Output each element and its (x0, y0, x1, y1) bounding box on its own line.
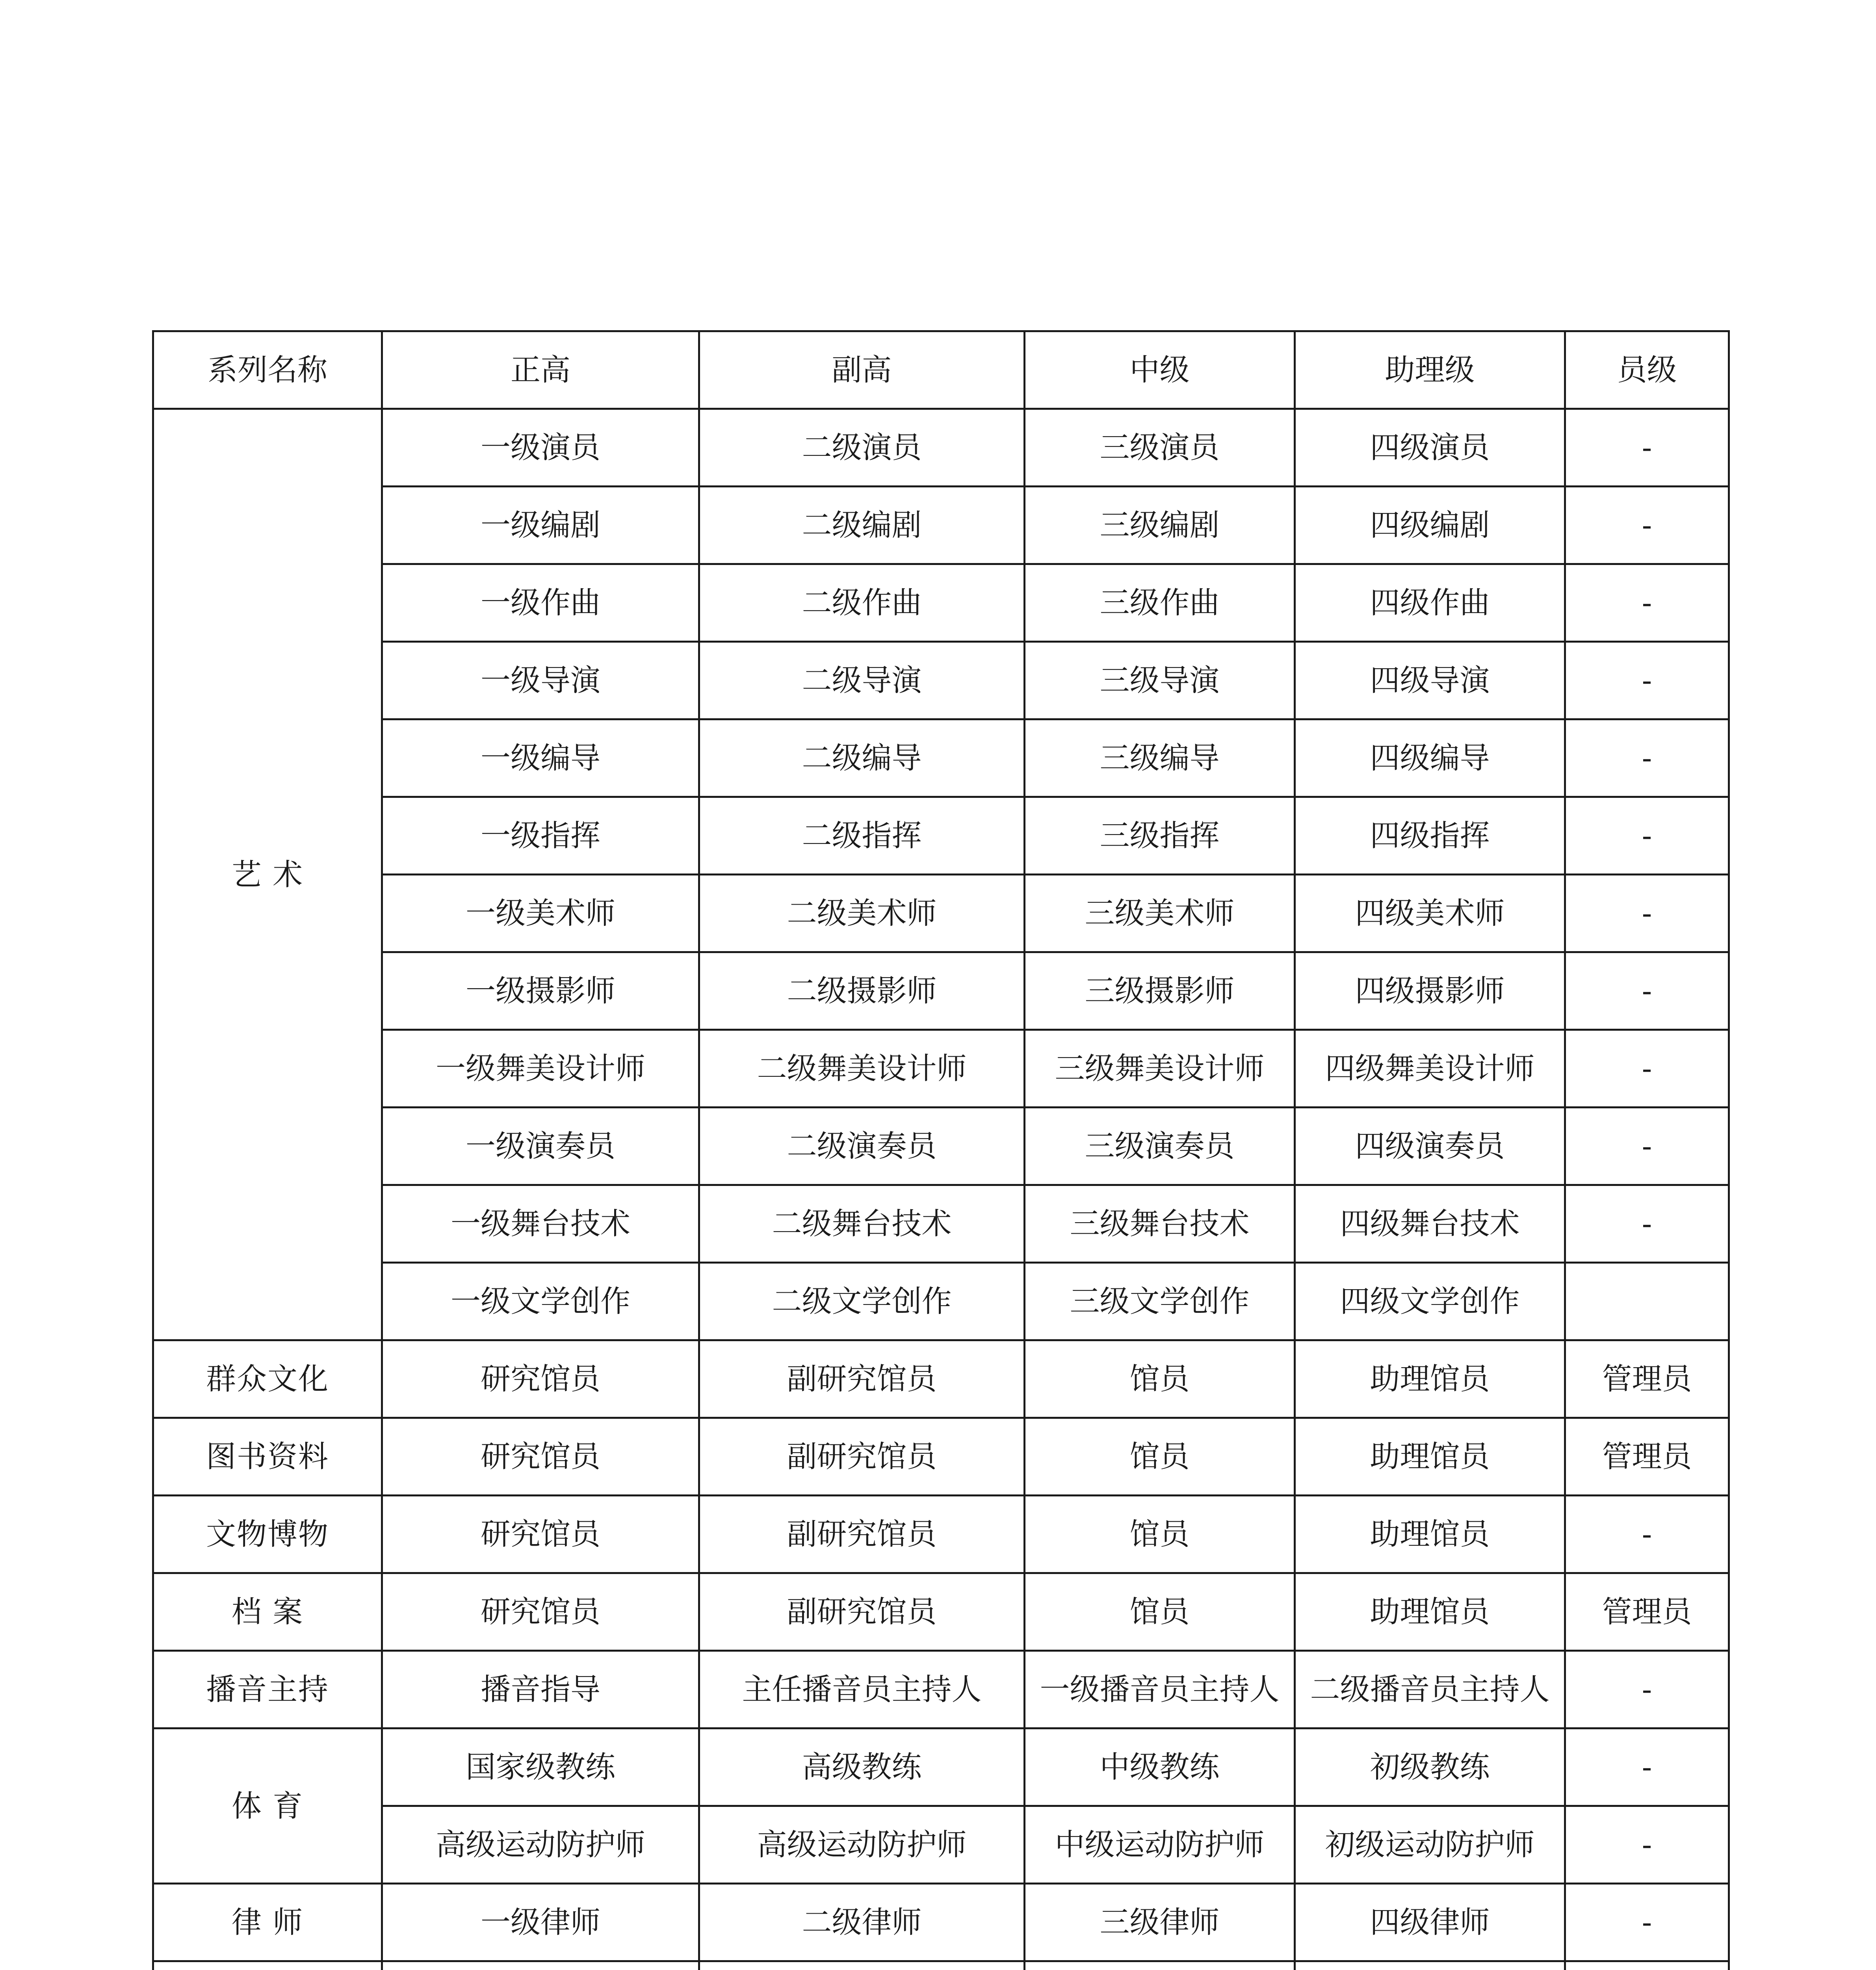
table-cell: 四级律师 (1295, 1884, 1565, 1961)
table-cell: 二级编导 (699, 719, 1025, 797)
table-cell: - (1565, 1496, 1729, 1573)
table-row (153, 1108, 1729, 1185)
series-name-cell: 文物博物 (153, 1496, 382, 1573)
table-cell: 一级文学创作 (382, 1263, 699, 1340)
table-row (153, 1806, 1729, 1884)
table-cell: 一级编剧 (382, 487, 699, 564)
table-row (153, 1496, 1729, 1573)
table-cell: 四级演奏员 (1295, 1108, 1565, 1185)
table-cell: - (1565, 875, 1729, 952)
table-row (153, 1263, 1729, 1340)
table-row (153, 1651, 1729, 1728)
column-header-senior-associate: 副高 (699, 331, 1025, 409)
table-row (153, 487, 1729, 564)
table-cell: 三级律师 (1025, 1884, 1295, 1961)
column-header-intermediate: 中级 (1025, 331, 1295, 409)
table-cell: - (1565, 952, 1729, 1030)
table-cell: 研究馆员 (382, 1573, 699, 1651)
table-cell: 三级作曲 (1025, 564, 1295, 642)
table-cell: 三级舞美设计师 (1025, 1030, 1295, 1108)
table-row (153, 875, 1729, 952)
series-name-cell: 群众文化 (153, 1340, 382, 1418)
table-cell: 二级指挥 (699, 797, 1025, 875)
table-cell (1565, 1961, 1729, 1970)
table-cell: 二级演员 (699, 409, 1025, 487)
column-header-assistant: 助理级 (1295, 331, 1565, 409)
table-cell: - (1565, 1185, 1729, 1263)
table-cell: - (1565, 642, 1729, 719)
table-cell: 研究馆员 (382, 1340, 699, 1418)
table-cell: 副研究馆员 (699, 1418, 1025, 1496)
table-cell (382, 1961, 699, 1970)
table-cell: 一级指挥 (382, 797, 699, 875)
table-cell: 国家级教练 (382, 1728, 699, 1806)
table-cell: 一级作曲 (382, 564, 699, 642)
table-cell: 四级舞台技术 (1295, 1185, 1565, 1263)
table-row (153, 952, 1729, 1030)
table-row (153, 642, 1729, 719)
table-cell: 中级教练 (1025, 1728, 1295, 1806)
table-cell: 四级导演 (1295, 642, 1565, 719)
table-cell: 助理馆员 (1295, 1573, 1565, 1651)
table-cell: 二级演奏员 (699, 1108, 1025, 1185)
table-cell: 二级美术师 (699, 875, 1025, 952)
table-cell: - (1565, 797, 1729, 875)
table-cell: 二级律师 (699, 1884, 1025, 1961)
table-cell: 二级作曲 (699, 564, 1025, 642)
table-cell: 馆员 (1025, 1340, 1295, 1418)
table-cell: 馆员 (1025, 1573, 1295, 1651)
table-cell: - (1565, 564, 1729, 642)
table-cell: 副研究馆员 (699, 1340, 1025, 1418)
table-cell: 三级舞台技术 (1025, 1185, 1295, 1263)
table-cell: - (1565, 409, 1729, 487)
table-cell: 研究馆员 (382, 1418, 699, 1496)
table-cell: 二级文学创作 (699, 1263, 1025, 1340)
table-cell: 三级文学创作 (1025, 1263, 1295, 1340)
table-row (153, 1185, 1729, 1263)
table-cell: 管理员 (1565, 1573, 1729, 1651)
table-cell: 二级导演 (699, 642, 1025, 719)
table-cell (1025, 1961, 1295, 1970)
table-cell: 主任播音员主持人 (699, 1651, 1025, 1728)
table-cell: - (1565, 1030, 1729, 1108)
table-cell: 二级编剧 (699, 487, 1025, 564)
table-cell: - (1565, 1884, 1729, 1961)
table-cell: 管理员 (1565, 1340, 1729, 1418)
table-cell (1565, 1263, 1729, 1340)
table-cell: 四级指挥 (1295, 797, 1565, 875)
table-cell: - (1565, 1728, 1729, 1806)
table-cell: 一级编导 (382, 719, 699, 797)
table-cell: 一级播音员主持人 (1025, 1651, 1295, 1728)
table-cell: - (1565, 1108, 1729, 1185)
table-cell: 一级律师 (382, 1884, 699, 1961)
table-row (153, 1961, 1729, 1970)
table-cell: 四级摄影师 (1295, 952, 1565, 1030)
table-cell: 二级舞台技术 (699, 1185, 1025, 1263)
table-cell: 初级教练 (1295, 1728, 1565, 1806)
table-cell: 三级编导 (1025, 719, 1295, 797)
table-cell: 中级运动防护师 (1025, 1806, 1295, 1884)
table-row (153, 564, 1729, 642)
table-cell: 三级美术师 (1025, 875, 1295, 952)
table-row (153, 1728, 1729, 1806)
table-cell: 一级舞台技术 (382, 1185, 699, 1263)
table-row (153, 1418, 1729, 1496)
table-cell: 副研究馆员 (699, 1496, 1025, 1573)
series-name-cell: 艺 术 (153, 409, 382, 1340)
table-cell: - (1565, 1806, 1729, 1884)
table-cell: - (1565, 487, 1729, 564)
series-name-cell: 播音主持 (153, 1651, 382, 1728)
table-body (153, 409, 1729, 1970)
series-name-cell: 档 案 (153, 1573, 382, 1651)
table-cell: 初级运动防护师 (1295, 1806, 1565, 1884)
table-cell: 馆员 (1025, 1418, 1295, 1496)
table-cell: 三级演奏员 (1025, 1108, 1295, 1185)
table-cell: 高级运动防护师 (382, 1806, 699, 1884)
title-series-table (152, 330, 1730, 1970)
table-row (153, 1884, 1729, 1961)
table-cell (1295, 1961, 1565, 1970)
table-row (153, 409, 1729, 487)
table-cell: 四级舞美设计师 (1295, 1030, 1565, 1108)
table-cell: 播音指导 (382, 1651, 699, 1728)
table-cell: 一级美术师 (382, 875, 699, 952)
column-header-staff: 员级 (1565, 331, 1729, 409)
table-cell: 一级演奏员 (382, 1108, 699, 1185)
table-cell: 助理馆员 (1295, 1496, 1565, 1573)
table-cell: 管理员 (1565, 1418, 1729, 1496)
table-cell: 三级演员 (1025, 409, 1295, 487)
table-cell: 三级摄影师 (1025, 952, 1295, 1030)
table-cell: 四级编剧 (1295, 487, 1565, 564)
table-cell: 四级作曲 (1295, 564, 1565, 642)
table-cell: 馆员 (1025, 1496, 1295, 1573)
column-header-series: 系列名称 (153, 331, 382, 409)
table-cell: 四级美术师 (1295, 875, 1565, 952)
table-cell: 一级导演 (382, 642, 699, 719)
table-cell: 高级教练 (699, 1728, 1025, 1806)
series-name-cell: 图书资料 (153, 1418, 382, 1496)
table-cell: 一级舞美设计师 (382, 1030, 699, 1108)
table-cell: 三级编剧 (1025, 487, 1295, 564)
table-row (153, 1030, 1729, 1108)
table-cell: 二级摄影师 (699, 952, 1025, 1030)
table-cell (699, 1961, 1025, 1970)
table-cell: - (1565, 1651, 1729, 1728)
table-cell: 助理馆员 (1295, 1340, 1565, 1418)
series-name-cell: 体 育 (153, 1728, 382, 1884)
column-header-senior-full: 正高 (382, 331, 699, 409)
table-row (153, 719, 1729, 797)
table-cell: 二级播音员主持人 (1295, 1651, 1565, 1728)
table-cell: 一级摄影师 (382, 952, 699, 1030)
table-cell: 副研究馆员 (699, 1573, 1025, 1651)
table-cell: 四级演员 (1295, 409, 1565, 487)
table-cell: 三级导演 (1025, 642, 1295, 719)
table-cell: 三级指挥 (1025, 797, 1295, 875)
table-cell: 助理馆员 (1295, 1418, 1565, 1496)
table-cell: 四级文学创作 (1295, 1263, 1565, 1340)
table-cell: 研究馆员 (382, 1496, 699, 1573)
table-header-row (153, 331, 1729, 409)
table-cell: - (1565, 719, 1729, 797)
table-cell: 高级运动防护师 (699, 1806, 1025, 1884)
table-cell: 一级演员 (382, 409, 699, 487)
table-row (153, 1340, 1729, 1418)
table-row (153, 797, 1729, 875)
table-cell: 四级编导 (1295, 719, 1565, 797)
table-cell: 二级舞美设计师 (699, 1030, 1025, 1108)
series-name-cell: 律 师 (153, 1884, 382, 1961)
table-header (153, 331, 1729, 409)
series-name-cell (153, 1961, 382, 1970)
table-row (153, 1573, 1729, 1651)
